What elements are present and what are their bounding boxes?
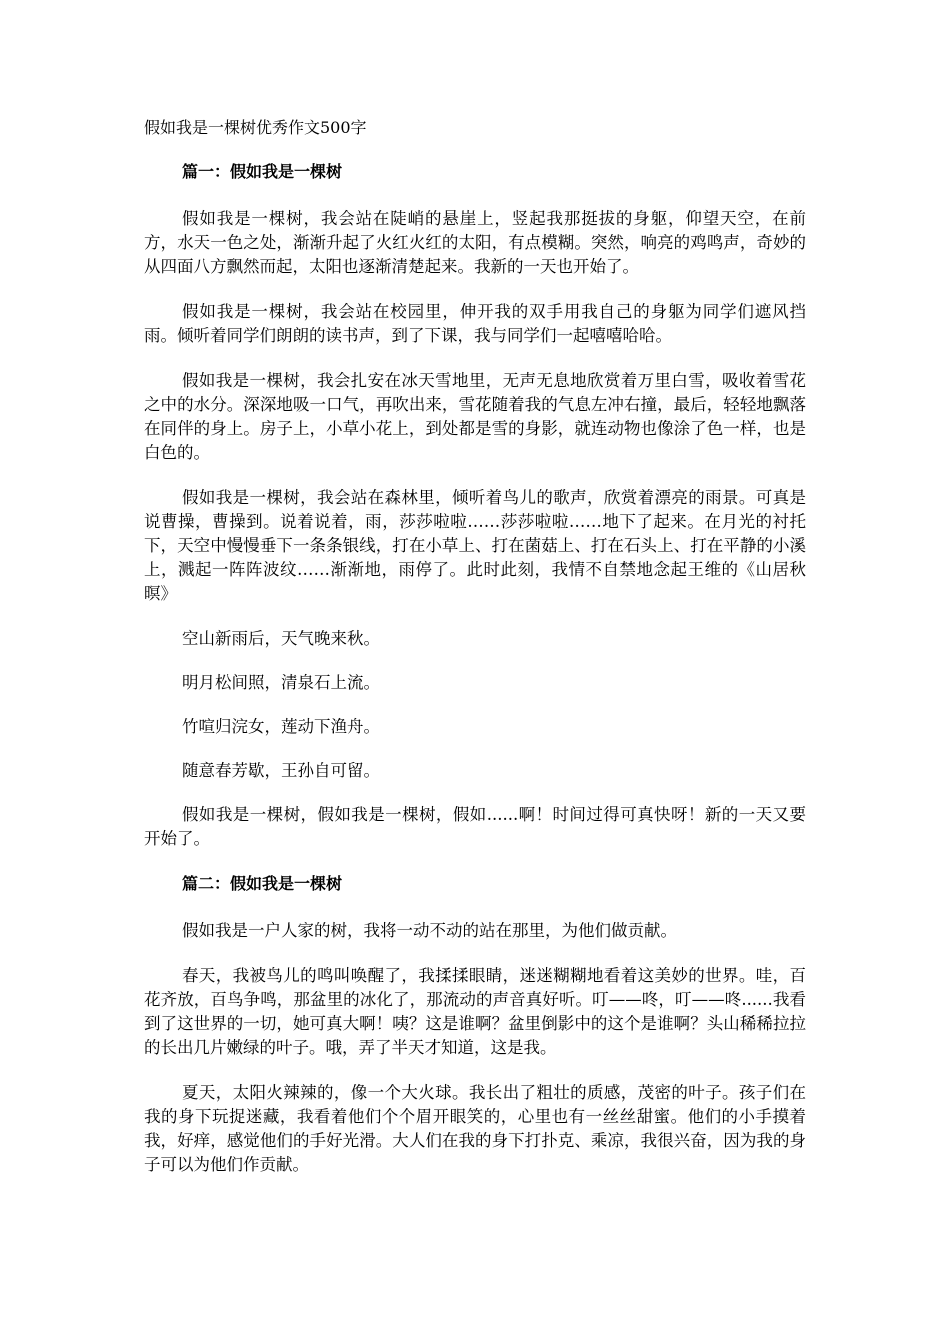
paragraph: 假如我是一棵树，我会站在陡峭的悬崖上，竖起我那挺拔的身躯，仰望天空，在前方，水天一色之处，渐渐升起了火红火红的太阳，有点模糊。突然，响亮的鸡鸣声，奇妙的从四面八方飘然而起，太阳也逐渐清楚起来。我新的一天也开始了。 (144, 209, 806, 276)
paragraph: 假如我是一户人家的树，我将一动不动的站在那里，为他们做贡献。 (182, 921, 677, 940)
closing-paragraph: 假如我是一棵树，假如我是一棵树，假如......啊！时间过得可真快呀！新的一天又要开始了。 (144, 805, 806, 848)
poem-line: 随意春芳歇，王孙自可留。 (182, 761, 380, 780)
paragraph: 假如我是一棵树，我会站在校园里，伸开我的双手用我自己的身躯为同学们遮风挡雨。倾听着同学们朗朗的读书声，到了下课，我与同学们一起嘻嘻哈哈。 (144, 302, 806, 345)
paragraph: 夏天，太阳火辣辣的，像一个大火球。我长出了粗壮的质感，茂密的叶子。孩子们在我的身下玩捉迷藏，我看着他们个个眉开眼笑的，心里也有一丝丝甜蜜。他们的小手摸着我，好痒，感觉他们的手好光滑。大人们在我的身下打扑克、乘凉，我很兴奋，因为我的身子可以为他们作贡献。 (144, 1083, 806, 1174)
document-page (144, 116, 806, 1198)
paragraph: 假如我是一棵树，我会站在森林里，倾听着鸟儿的歌声，欣赏着漂亮的雨景。可真是说曹操，曹操到。说着说着，雨，莎莎啦啦……莎莎啦啦……地下了起来。在月光的衬托下，天空中慢慢垂下一条条银线，打在小草上、打在菌菇上、打在石头上、打在平静的小溪上，溅起一阵阵波纹……渐渐地，雨停了。此时此刻，我情不自禁地念起王维的《山居秋暝》 (144, 488, 806, 603)
section-heading-1: 篇一：假如我是一棵树 (182, 162, 343, 181)
paragraph: 假如我是一棵树，我会扎安在冰天雪地里，无声无息地欣赏着万里白雪，吸收着雪花之中的水分。深深地吸一口气，再吹出来，雪花随着我的气息左冲右撞，最后，轻轻地飘落在同伴的身上。房子上，小草小花上，到处都是雪的身影，就连动物也像涂了色一样，也是白色的。 (144, 371, 806, 462)
poem-line: 竹喧归浣女，莲动下渔舟。 (182, 717, 380, 736)
document-title: 假如我是一棵树优秀作文500字 (144, 118, 367, 137)
paragraph: 春天，我被鸟儿的鸣叫唤醒了，我揉揉眼睛，迷迷糊糊地看着这美妙的世界。哇，百花齐放，百鸟争鸣，那盆里的冰化了，那流动的声音真好听。叮——咚，叮——咚......我看到了这世界的一切，她可真大啊！咦？这是谁啊？盆里倒影中的这个是谁啊？头山稀稀拉拉的长出几片嫩绿的叶子。哦，弄了半天才知道，这是我。 (144, 966, 806, 1057)
section-heading-2: 篇二：假如我是一棵树 (182, 874, 343, 893)
poem-line: 明月松间照，清泉石上流。 (182, 673, 380, 692)
poem-line: 空山新雨后，天气晚来秋。 (182, 629, 380, 648)
